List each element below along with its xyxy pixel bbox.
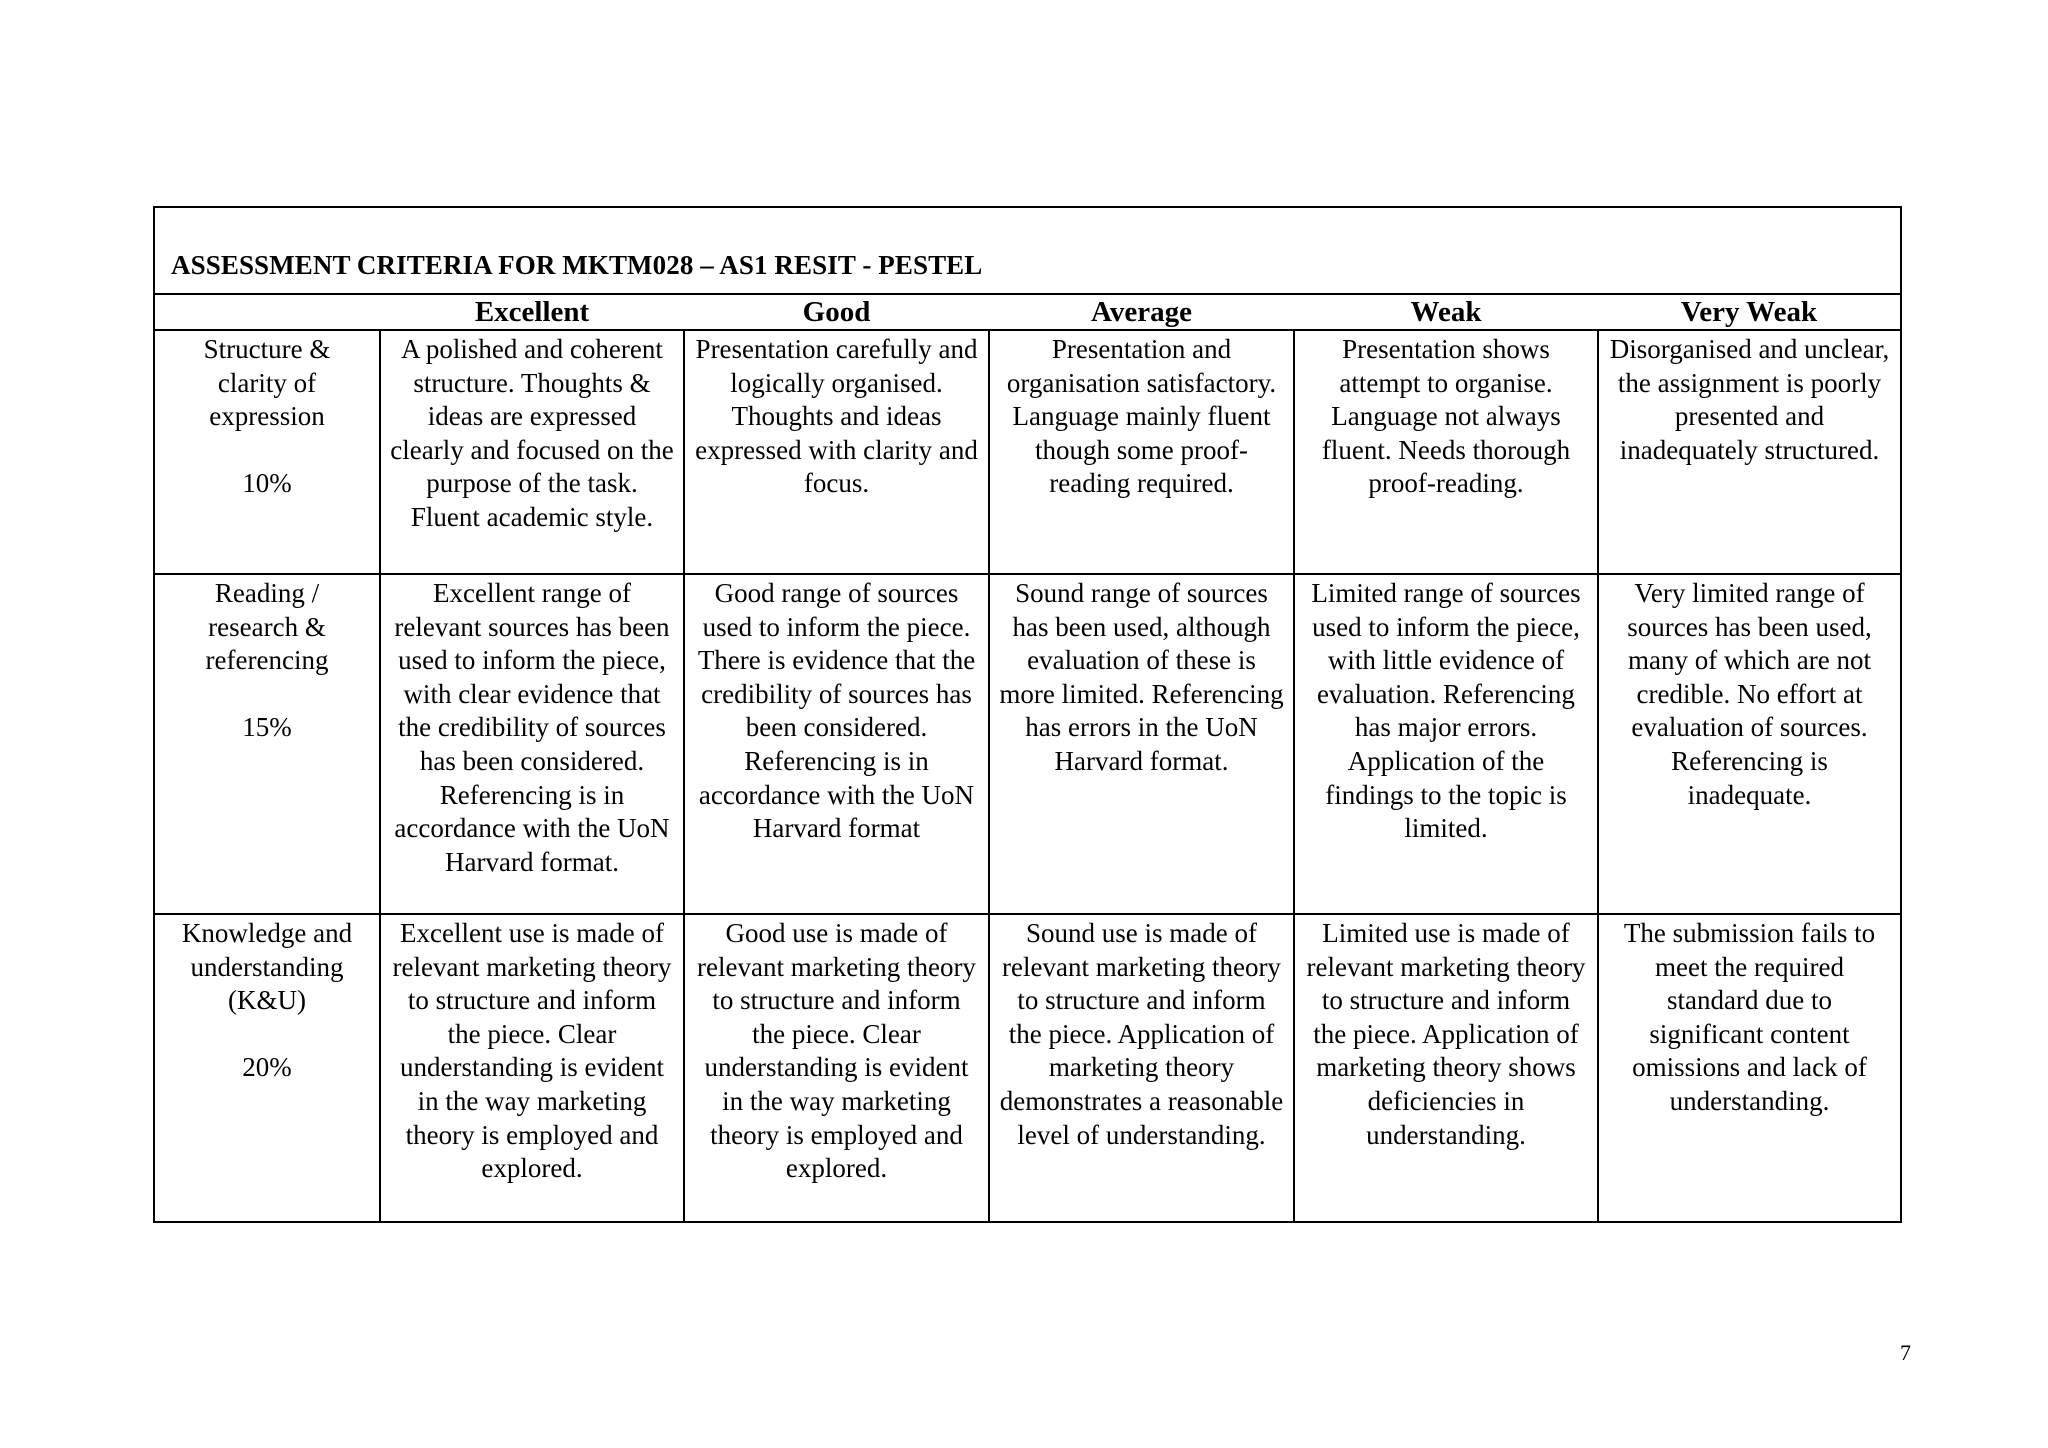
cell-good: Presentation carefully and logically organised. Thoughts and ideas expressed with clarity and focus.: [684, 330, 989, 574]
criterion-weight: 15%: [242, 712, 292, 743]
header-very-weak: Very Weak: [1598, 294, 1901, 330]
criterion-cell: [154, 330, 380, 574]
cell-excellent: Excellent use is made of relevant marketing theory to structure and inform the piece. Clear understanding is evident in the way marketing theory is employed and explored.: [380, 914, 684, 1222]
table-row: [154, 330, 1901, 574]
criterion-weight: 10%: [242, 468, 292, 499]
cell-very-weak: The submission fails to meet the required standard due to significant content omissions and lack of understanding.: [1598, 914, 1901, 1222]
criterion-name: Reading / research & referencing: [205, 578, 329, 676]
cell-excellent: Excellent range of relevant sources has been used to inform the piece, with clear evidence that the credibility of sources has been considered. Referencing is in accordance with the UoN Harvard format.: [380, 574, 684, 914]
table-row: [154, 914, 1901, 1222]
cell-very-weak: Disorganised and unclear, the assignment is poorly presented and inadequately structured.: [1598, 330, 1901, 574]
criterion-name: Knowledge and understanding (K&U): [181, 918, 353, 1016]
title-row: [154, 207, 1901, 294]
criterion-cell: [154, 574, 380, 914]
criterion-cell: [154, 914, 380, 1222]
cell-weak: Limited range of sources used to inform the piece, with little evidence of evaluation. Referencing has major errors. Application of the findings to the topic is limited.: [1294, 574, 1598, 914]
cell-very-weak: Very limited range of sources has been used, many of which are not credible. No effort at evaluation of sources. Referencing is inadequate.: [1598, 574, 1901, 914]
header-criterion: [154, 294, 380, 330]
header-average: Average: [989, 294, 1294, 330]
header-good: Good: [684, 294, 989, 330]
header-weak: Weak: [1294, 294, 1598, 330]
table-row: [154, 574, 1901, 914]
cell-weak: Presentation shows attempt to organise. Language not always fluent. Needs thorough proof-reading.: [1294, 330, 1598, 574]
cell-average: Sound use is made of relevant marketing theory to structure and inform the piece. Application of marketing theory demonstrates a reasonable level of understanding.: [989, 914, 1294, 1222]
page-number: 7: [1900, 1340, 1911, 1365]
header-excellent: Excellent: [380, 294, 684, 330]
cell-average: Sound range of sources has been used, although evaluation of these is more limited. Referencing has errors in the UoN Harvard format.: [989, 574, 1294, 914]
cell-excellent: A polished and coherent structure. Thoughts & ideas are expressed clearly and focused on the purpose of the task. Fluent academic style.: [380, 330, 684, 574]
header-row: [154, 294, 1901, 330]
assessment-criteria-table: [153, 206, 1902, 1223]
cell-good: Good use is made of relevant marketing theory to structure and inform the piece. Clear understanding is evident in the way marketing theory is employed and explored.: [684, 914, 989, 1222]
cell-weak: Limited use is made of relevant marketing theory to structure and inform the piece. Application of marketing theory shows deficiencies in understanding.: [1294, 914, 1598, 1222]
cell-good: Good range of sources used to inform the piece. There is evidence that the credibility of sources has been considered. Referencing is in accordance with the UoN Harvard format: [684, 574, 989, 914]
criterion-weight: 20%: [242, 1052, 292, 1083]
criterion-name: Structure & clarity of expression: [203, 334, 331, 432]
cell-average: Presentation and organisation satisfactory. Language mainly fluent though some proof-reading required.: [989, 330, 1294, 574]
table-title: ASSESSMENT CRITERIA FOR MKTM028 – AS1 RESIT - PESTEL: [154, 207, 1901, 294]
